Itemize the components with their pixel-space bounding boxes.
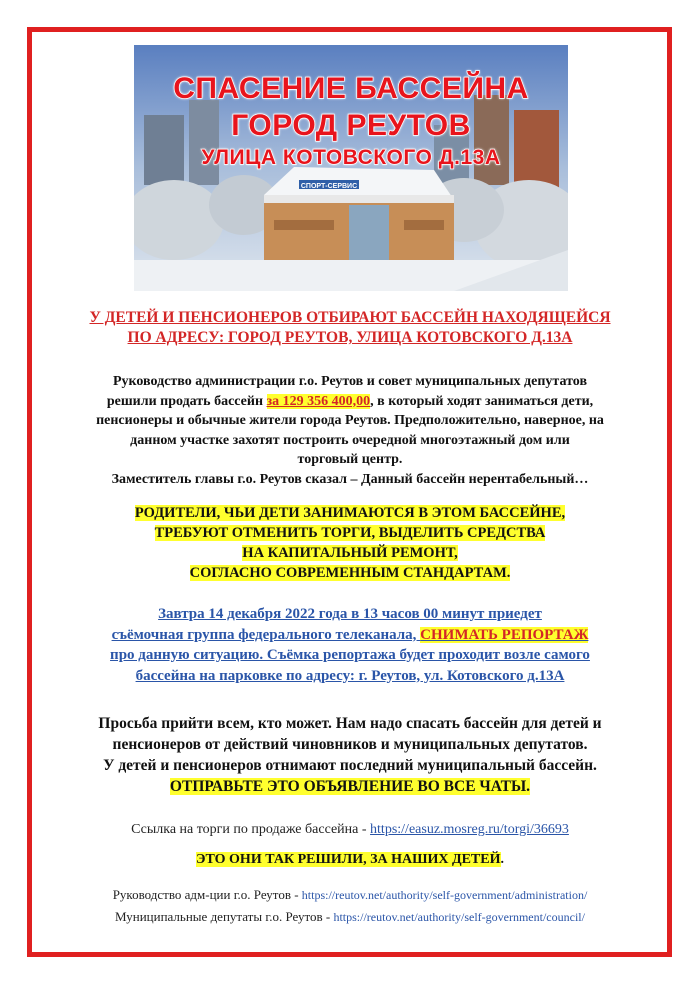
intro-line4: данном участке захотят построить очередной многоэтажный дом или xyxy=(130,432,570,448)
appeal-line2: пенсионеров от действий чиновников и муниципальных депутатов. xyxy=(112,736,588,753)
sale-amount: за 129 356 400,00 xyxy=(266,393,371,409)
intro-line6: Заместитель главы г.о. Реутов сказал – Данный бассейн нерентабельный… xyxy=(111,471,589,487)
tender-label: Ссылка на торги по продаже бассейна - xyxy=(131,822,371,837)
intro-paragraph xyxy=(40,372,660,489)
banner-title-line3: УЛИЦА КОТОВСКОГО Д.13А xyxy=(201,146,501,169)
decided-tail: . xyxy=(500,852,504,867)
tender-link[interactable]: https://easuz.mosreg.ru/torgi/36693 xyxy=(370,822,569,837)
intro-line2 xyxy=(40,392,660,412)
banner-photo xyxy=(134,45,568,291)
council-link[interactable]: https://reutov.net/authority/self-government/council/ xyxy=(333,910,585,924)
demand-line4: СОГЛАСНО СОВРЕМЕННЫМ СТАНДАРТАМ. xyxy=(189,565,511,581)
appeal-paragraph xyxy=(40,713,660,797)
intro-line2-pre: решили продать бассейн xyxy=(106,393,267,409)
decided-line xyxy=(40,852,660,868)
appeal-line1: Просьба прийти всем, кто может. Нам надо спасать бассейн для детей и xyxy=(98,715,602,732)
demand-line2: ТРЕБУЮТ ОТМЕНИТЬ ТОРГИ, ВЫДЕЛИТЬ СРЕДСТВА xyxy=(154,525,546,541)
headline xyxy=(40,308,660,348)
admin-label: Руководство адм-ции г.о. Реутов - xyxy=(112,887,302,902)
announcement-paragraph xyxy=(40,604,660,686)
tender-link-line xyxy=(40,822,660,838)
headline-line2: ПО АДРЕСУ: ГОРОД РЕУТОВ, УЛИЦА КОТОВСКОГО Д.13А xyxy=(127,329,573,346)
report-highlight: СНИМАТЬ РЕПОРТАЖ xyxy=(420,626,589,643)
banner-title-line2: ГОРОД РЕУТОВ xyxy=(231,109,471,142)
banner-sign-text: СПОРТ-СЕРВИС xyxy=(300,183,358,190)
appeal-line4: ОТПРАВЬТЕ ЭТО ОБЪЯВЛЕНИЕ ВО ВСЕ ЧАТЫ. xyxy=(169,778,531,795)
appeal-line3: У детей и пенсионеров отнимают последний муниципальный бассейн. xyxy=(103,757,597,774)
demand-line1: РОДИТЕЛИ, ЧЬИ ДЕТИ ЗАНИМАЮТСЯ В ЭТОМ БАССЕЙНЕ, xyxy=(134,505,566,521)
council-label: Муниципальные депутаты г.о. Реутов - xyxy=(115,909,334,924)
intro-line5: торговый центр. xyxy=(297,452,403,467)
headline-line1: У ДЕТЕЙ И ПЕНСИОНЕРОВ ОТБИРАЮТ БАССЕЙН НАХОДЯЩЕЙСЯ xyxy=(89,309,611,326)
decided-highlight: ЭТО ОНИ ТАК РЕШИЛИ, ЗА НАШИХ ДЕТЕЙ xyxy=(196,852,501,867)
announcement-line1: Завтра 14 декабря 2022 года в 13 часов 00 минут приедет xyxy=(158,606,542,622)
authority-links xyxy=(40,884,660,928)
admin-link[interactable]: https://reutov.net/authority/self-government/administration/ xyxy=(301,888,588,902)
announcement-line4: бассейна на парковке по адресу: г. Реутов, ул. Котовского д.13А xyxy=(135,667,565,684)
demand-line3: НА КАПИТАЛЬНЫЙ РЕМОНТ, xyxy=(242,545,458,561)
intro-line3: пенсионеры и обычные жители города Реутов. Предположительно, наверное, на xyxy=(96,413,604,428)
intro-line1: Руководство администрации г.о. Реутов и совет муниципальных депутатов xyxy=(112,374,588,389)
demand-paragraph xyxy=(40,503,660,583)
announcement-line2-pre: съёмочная группа федерального телеканала, xyxy=(111,626,421,643)
banner-title-line1: СПАСЕНИЕ БАССЕЙНА xyxy=(173,72,529,105)
announcement-line3: про данную ситуацию. Съёмка репортажа будет проходит возле самого xyxy=(110,647,590,663)
intro-line2-post: , в который ходят заниматься дети, xyxy=(370,393,594,409)
